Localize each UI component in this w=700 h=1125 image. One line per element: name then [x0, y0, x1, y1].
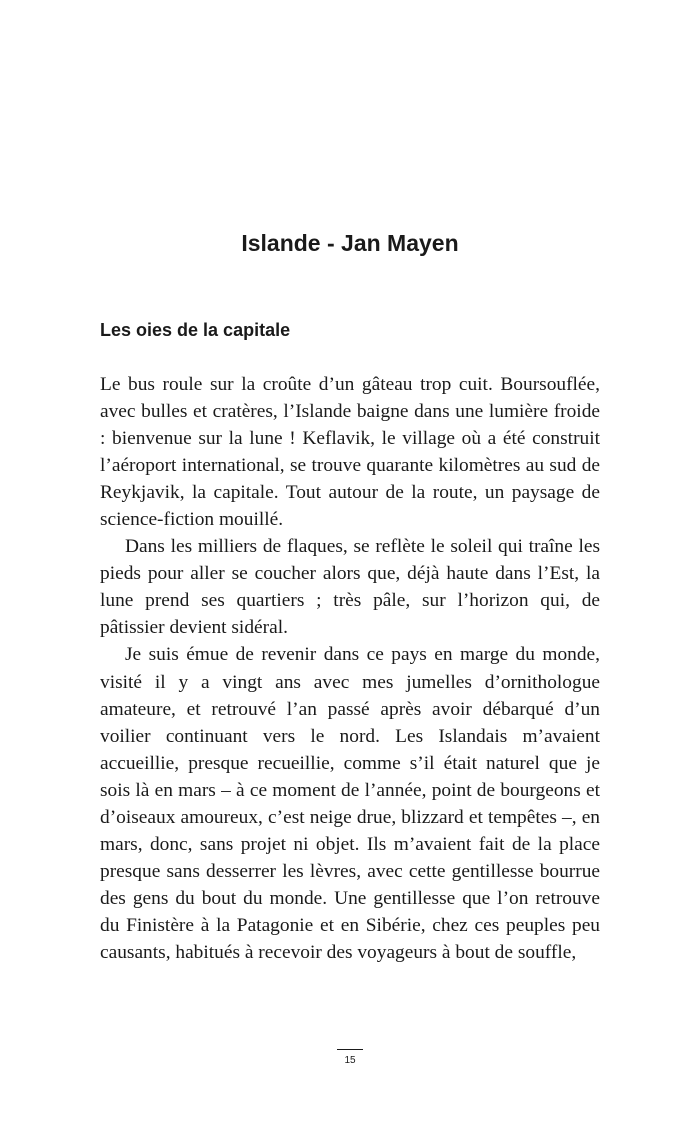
paragraph: Je suis émue de revenir dans ce pays en marge du monde, visité il y a vingt ans avec mes jumelles d’ornithologue amateure, et retrouvé l’an passé après avoir débarqué d’un voilier continuant vers le nord. Les Islandais m’avaient accueillie, presque recueillie, comme s’il était naturel que je sois là en mars – à ce moment de l’année, point de bourgeons et d’oiseaux amoureux, c’est neige drue, blizzard et tempêtes –, en mars, donc, sans projet ni objet. Ils m’avaient fait de la place presque sans desserrer les lèvres, avec cette gentillesse bourrue des gens du bout du monde. Une gentillesse que l’on retrouve du Finistère à la Patagonie et en Sibérie, chez ces peuples peu causants, habitués à recevoir des voyageurs à bout de souffle, [100, 644, 600, 963]
chapter-title: Islande - Jan Mayen [241, 230, 459, 256]
section-title: Les oies de la capitale [100, 320, 291, 340]
page-footer [337, 1049, 363, 1067]
folio-rule [337, 1049, 363, 1050]
paragraph: Dans les milliers de flaques, se reflète le soleil qui traîne les pieds pour aller se coucher alors que, déjà haute dans l’Est, la lune prend ses quartiers ; très pâle, sur l’horizon qui, de pâtissier devient sidéral. [100, 536, 600, 639]
paragraph: Le bus roule sur la croûte d’un gâteau trop cuit. Boursouflée, avec bulles et cratères, l’Islande baigne dans une lumière froide : bienvenue sur la lune ! Keflavik, le village où a été construit l’aéroport international, se trouve quarante kilomètres au sud de Reykjavik, la capitale. Tout autour de la route, un paysage de science-fiction mouillé. [100, 374, 600, 531]
page-number: 15 [344, 1055, 356, 1066]
body-text [100, 371, 600, 966]
